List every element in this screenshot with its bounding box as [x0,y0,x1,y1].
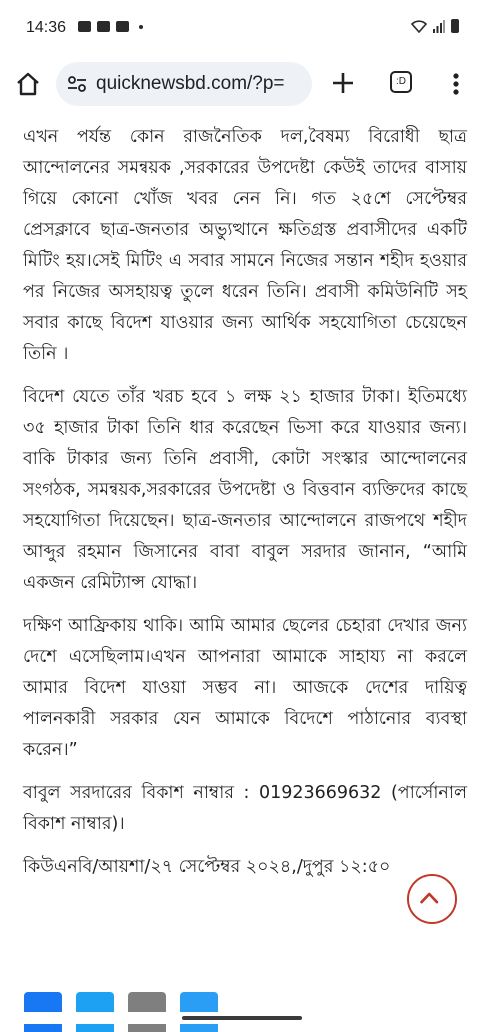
system-icons [411,19,459,33]
address-bar[interactable] [56,62,312,106]
mail-icon [116,21,129,32]
home-icon[interactable] [14,70,42,98]
tune-icon[interactable] [66,73,88,95]
browser-toolbar [0,56,485,112]
tab-switcher-icon[interactable]: :D [390,71,412,93]
youtube-icon [97,21,110,32]
status-time: 14:36 [26,19,66,37]
signal-icon [433,19,445,33]
gesture-handle[interactable] [182,1016,302,1020]
bkash-number-paragraph: বাবুল সরদারের বিকাশ নাম্বার : 01923669632 (পার্সোনাল বিকাশ নাম্বার)। [23,778,467,840]
wifi-icon [411,19,427,33]
article-paragraph-1: এখন পর্যন্ত কোন রাজনৈতিক দল,বৈষম্য বিরোধী ছাত্র আন্দোলনের সমন্বয়ক ,সরকারের উপদেষ্টা কেউই তাদের বাসায় গিয়ে কোনো খোঁজ খবর নেন নি। গত ২৫শে সেপ্টেম্বর প্রেসক্লাবে ছাত্র-জনতার অভ্যুত্থানে ক্ষতিগ্রস্ত প্রবাসীদের একটি মিটিং হয়।সেই মিটিং এ সবার সামনে নিজের সন্তান শহীদ হওয়ার পর নিজের অসহায়ত্ব তুলে ধরেন তিনি। প্রবাসী কমিউনিটি সহ সবার কাছে বিদেশ যাওয়ার জন্য আর্থিক সহযোগিতা চেয়েছেন তিনি । [23,122,467,370]
chevron-up-icon [409,876,454,921]
scroll-to-top-button[interactable] [407,874,457,924]
plus-icon[interactable] [328,68,358,98]
article-paragraph-2: বিদেশ যেতে তাঁর খরচ হবে ১ লক্ষ ২১ হাজার টাকা। ইতিমধ্যে ৩৫ হাজার টাকা তিনি ধার করেছেন ভিসা করে যাওয়ার জন্য।বাকি টাকার জন্য তিনি প্রবাসী, কোটা সংস্কার আন্দোলনের সংগঠক, সমন্বয়ক,সরকারের উপদেষ্টা ও বিত্তবান ব্যক্তিদের কাছে সহযোগিতা দিয়েছেন। ছাত্র-জনতার আন্দোলনে রাজপথে শহীদ আব্দুর রহমান জিসানের বাবা বাবুল সরদার জানান, “আমি একজন রেমিট্যান্স যোদ্ধা। [23,382,467,599]
more-notifications-dot-icon [139,25,143,29]
more-vert-icon[interactable] [446,70,466,98]
article-byline: কিউএনবি/আয়শা/২৭ সেপ্টেম্বর ২০২৪,/দুপুর ১২:৫০ [23,852,467,883]
notification-icons [78,21,143,32]
article-paragraph-3: দক্ষিণ আফ্রিকায় থাকি। আমি আমার ছেলের চেহারা দেখার জন্য দেশে এসেছিলাম।এখন আপনারা আমাকে সাহায্য না করলে আমার বিদেশ যাওয়া সম্ভব না। আজকে দেশের দায়িত্ব পালনকারী সরকার যেন আমাকে বিদেশে পাঠানোর ব্যবস্থা করেন।” [23,611,467,766]
status-bar [0,0,485,56]
article-body [23,122,467,895]
gallery-icon [78,21,91,32]
system-nav-bar [0,1012,485,1024]
url-text[interactable]: quicknewsbd.com/?p= [96,73,285,95]
battery-icon [451,19,459,33]
